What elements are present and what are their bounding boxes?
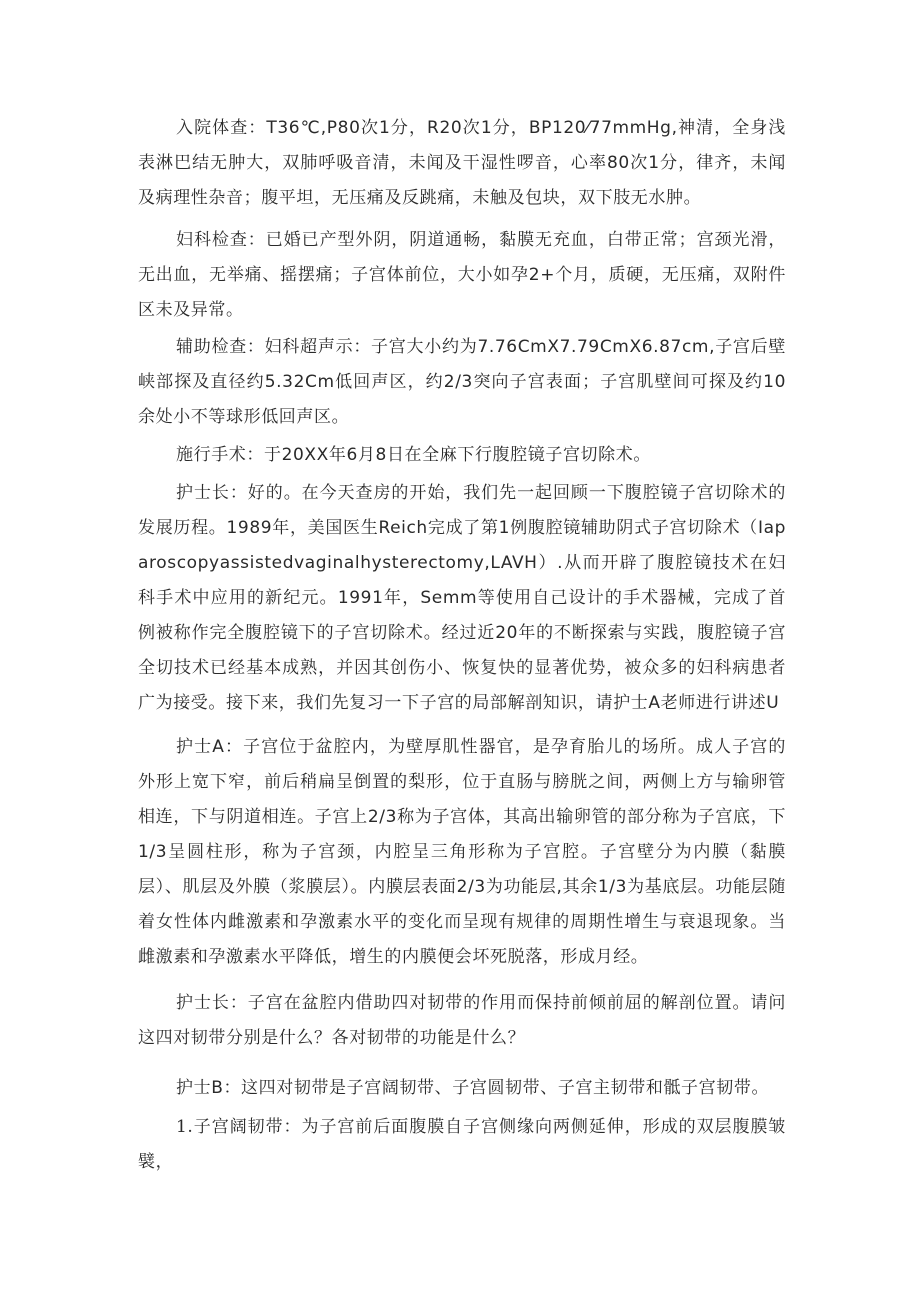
nurse-b-answer-paragraph: 护士B：这四对韧带是子宫阔韧带、子宫圆韧带、子宫主韧带和骶子宫韧带。: [176, 1078, 770, 1098]
nurse-a-anatomy-paragraph: 护士A：子宫位于盆腔内，为壁厚肌性器官，是孕育胎儿的场所。成人子宫的外形上宽下窄，前后稍扁呈倒置的梨形，位于直肠与膀胱之间，两侧上方与输卵管相连，下与阴道相连。子宫上2/3称为子宫体，其高出输卵管的部分称为子宫底，下1/3呈圆柱形，称为子宫颈，内腔呈三角形称为子宫腔。子宫壁分为内膜（黏膜层）、肌层及外膜（浆膜层）。内膜层表面2/3为功能层,其余1/3为基底层。功能层随着女性体内雌激素和孕激素水平的变化而呈现有规律的周期性增生与衰退现象。当雌激素和孕激素水平降低，增生的内膜便会坏死脱落，形成月经。: [138, 737, 786, 967]
head-nurse-question-paragraph: 护士长：子宫在盆腔内借助四对韧带的作用而保持前倾前屈的解剖位置。请问这四对韧带分别是什么？各对韧带的功能是什么？: [138, 993, 786, 1048]
auxiliary-exam-paragraph: 辅助检查：妇科超声示：子宫大小约为7.76CmX7.79CmX6.87cm,子宫后壁峡部探及直径约5.32Cm低回声区，约2/3突向子宫表面；子宫肌壁间可探及约10余处小不等球形低回声区。: [138, 337, 786, 427]
surgery-paragraph: 施行手术：于20XX年6月8日在全麻下行腹腔镜子宫切除术。: [176, 445, 651, 465]
gynecologic-exam-paragraph: 妇科检查：已婚已产型外阴，阴道通畅，黏膜无充血，白带正常；宫颈光滑，无出血，无举痛、摇摆痛；子宫体前位，大小如孕2+个月，质硬，无压痛，双附件区未及异常。: [138, 230, 786, 320]
admission-exam-paragraph: 入院体查：T36℃,P80次1分，R20次1分，BP120⁄77mmHg,神清，全身浅表淋巴结无肿大，双肺呼吸音清，未闻及干湿性啰音，心率80次1分，律齐，未闻及病理性杂音；腹平坦，无压痛及反跳痛，未触及包块，双下肢无水肿。: [138, 118, 786, 208]
broad-ligament-paragraph: 1.子宫阔韧带：为子宫前后面腹膜自子宫侧缘向两侧延伸，形成的双层腹膜皱襞，: [138, 1117, 786, 1172]
head-nurse-history-paragraph: 护士长：好的。在今天查房的开始，我们先一起回顾一下腹腔镜子宫切除术的发展历程。1989年，美国医生Reich完成了第1例腹腔镜辅助阴式子宫切除术（Iaparoscopyassistedvaginalhysterectomy,LAVH）.从而开辟了腹腔镜技术在妇科手术中应用的新纪元。1991年，Semm等使用自己设计的手术器械，完成了首例被称作完全腹腔镜下的子宫切除术。经过近20年的不断探索与实践，腹腔镜子宫全切技术已经基本成熟，并因其创伤小、恢复快的显著优势，被众多的妇科病患者广为接受。接下来，我们先复习一下子宫的局部解剖知识，请护士A老师进行讲述U: [138, 483, 786, 713]
